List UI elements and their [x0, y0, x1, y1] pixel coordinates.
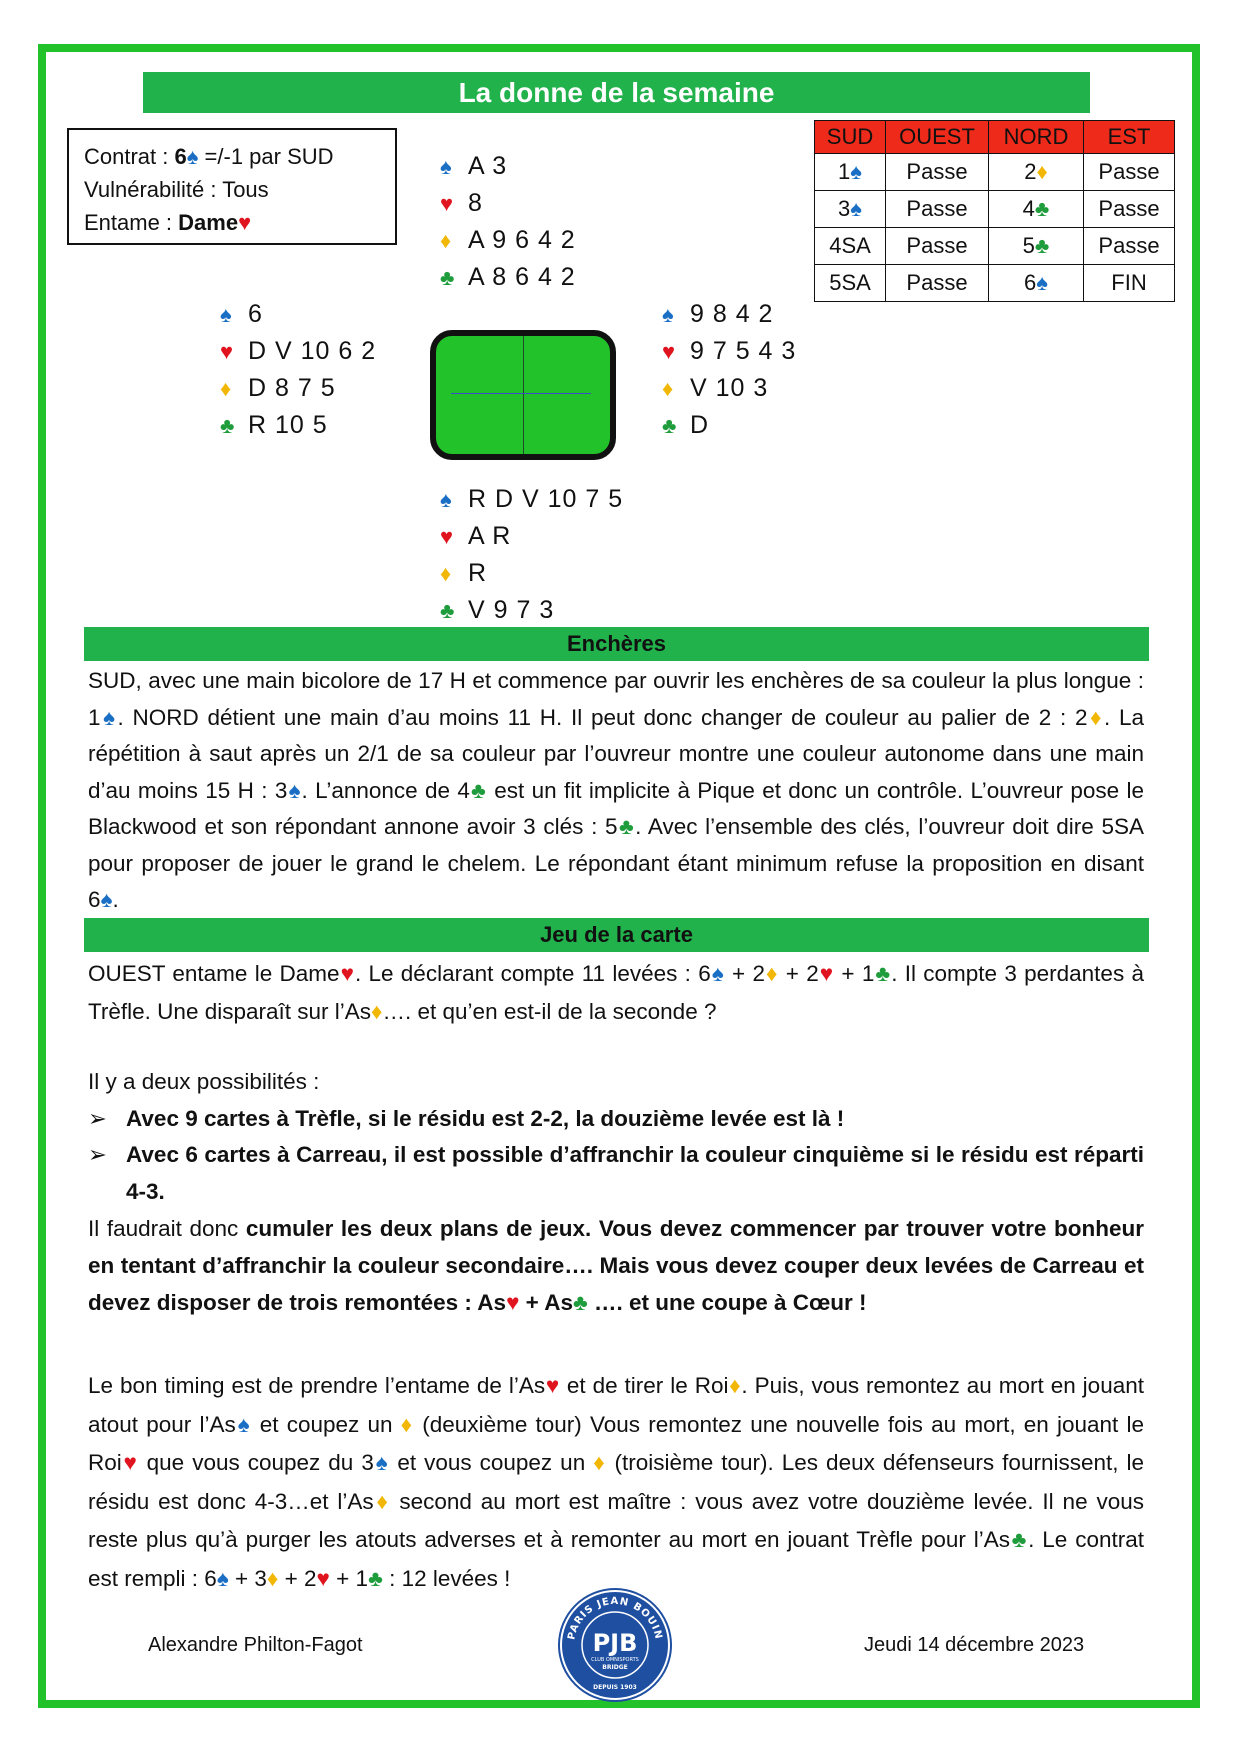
lead-line: Entame : Dame♥ — [84, 210, 252, 235]
spade-icon: ♠ — [186, 144, 199, 169]
spade-icon: ♠ — [710, 961, 725, 986]
diamond-icon: ♦ — [373, 1488, 391, 1514]
page-title: La donne de la semaine — [143, 72, 1090, 113]
timing-paragraph: Le bon timing est de prendre l’entame de l’As♥ et de tirer le Roi♦. Puis, vous remontez au mort en jouant atout pour l’As♠ et coupez un ♦ (deuxième tour) Vous remontez une nouvelle fois au mort, en jouant le Roi♥ que vous coupez du 3♠ et vous coupez un ♦ (troisième tour). Les deux défenseurs fournissent, le résidu est donc 4-3…et l’As♦ second au mort est maître : vous avez votre douzième levée. Il ne vous reste plus qu’à purger les atouts adverses et à remonter au mort en jouant Trèfle pour l’As♣. Le contrat est rempli : 6♠ + 3♦ + 2♥ + 1♣ : 12 levées ! — [88, 1373, 1145, 1591]
spade-icon: ♠ — [850, 159, 862, 184]
bidding-row: 4SA Passe 5♣ Passe — [815, 228, 1175, 265]
diamond-icon: ♦ — [662, 376, 675, 401]
spade-icon: ♠ — [850, 196, 862, 221]
north-spades: A 3 — [468, 152, 508, 180]
diamond-icon: ♦ — [400, 1411, 415, 1437]
spade-icon: ♠ — [440, 154, 453, 179]
heart-icon: ♥ — [506, 1290, 520, 1315]
logo-line1: CLUB OMNISPORTS — [591, 1657, 639, 1663]
west-clubs: R 10 5 — [248, 411, 328, 439]
possibilities-block — [88, 1064, 1144, 1321]
club-icon: ♣ — [662, 413, 678, 438]
section-header-jeu: Jeu de la carte — [84, 918, 1149, 952]
logo-since: DEPUIS 1903 — [593, 1684, 637, 1691]
contract-line: Contrat : 6♠ =/-1 par SUD — [84, 144, 334, 169]
diamond-icon: ♦ — [728, 1373, 742, 1398]
club-icon: ♣ — [469, 777, 487, 803]
club-icon: ♣ — [617, 814, 636, 839]
heart-icon: ♥ — [220, 339, 235, 364]
heart-icon: ♥ — [121, 1450, 139, 1475]
diamond-icon: ♦ — [371, 999, 383, 1024]
south-diamonds: R — [468, 559, 488, 587]
diamond-icon: ♦ — [440, 228, 453, 253]
jeu-intro-paragraph: OUEST entame le Dame♥. Le déclarant compte 11 levées : 6♠ + 2♦ + 2♥ + 1♣. Il compte 3 perdantes à Trèfle. Une disparaît sur l’As♦…. et qu’en est-il de la seconde ? — [88, 961, 1144, 1024]
west-diamonds: D 8 7 5 — [248, 374, 336, 402]
bidding-row: 1♠ Passe 2♦ Passe — [815, 154, 1175, 191]
possibilities-intro: Il y a deux possibilités : — [88, 1069, 320, 1094]
hand-east — [662, 296, 796, 444]
table-divider-vertical — [523, 336, 524, 454]
club-icon: ♣ — [440, 598, 456, 623]
diamond-icon: ♦ — [220, 376, 233, 401]
vulnerability-line: Vulnérabilité : Tous — [84, 177, 269, 202]
header-ouest: OUEST — [886, 121, 989, 154]
bridge-table-graphic — [430, 330, 616, 460]
hand-north — [440, 148, 576, 296]
east-spades: 9 8 4 2 — [690, 300, 774, 328]
logo-initials: PJB — [592, 1629, 638, 1657]
diamond-icon: ♦ — [266, 1565, 279, 1591]
diamond-icon: ♦ — [440, 561, 453, 586]
heart-icon: ♥ — [818, 961, 835, 986]
heart-icon: ♥ — [316, 1565, 330, 1591]
header-sud: SUD — [815, 121, 886, 154]
spade-icon: ♠ — [220, 302, 233, 327]
diamond-icon: ♦ — [764, 961, 779, 986]
hand-west — [220, 296, 376, 444]
arrow-bullet-icon: ➢ — [88, 1142, 107, 1167]
spade-icon: ♠ — [216, 1565, 229, 1591]
east-clubs: D — [690, 411, 710, 439]
table-divider-horizontal — [451, 393, 591, 394]
north-hearts: 8 — [468, 189, 483, 217]
club-icon: ♣ — [874, 961, 892, 986]
club-icon: ♣ — [440, 265, 456, 290]
list-item: ➢ Avec 6 cartes à Carreau, il est possible d’affranchir la couleur cinquième si le résidu est réparti 4-3. — [88, 1137, 1144, 1210]
bidding-header-row — [815, 121, 1175, 154]
spade-icon: ♠ — [235, 1411, 252, 1437]
north-diamonds: A 9 6 4 2 — [468, 226, 576, 254]
plan-paragraph: Il faudrait donc cumuler les deux plans de jeux. Vous devez commencer par trouver votre bonheur en tentant d’affranchir la couleur secondaire…. Mais vous devez couper deux levées de Carreau et devez disposer de trois remontées : As♥ + As♣ …. et une coupe à Cœur ! — [88, 1216, 1145, 1315]
heart-icon: ♥ — [339, 961, 355, 986]
north-clubs: A 8 6 4 2 — [468, 263, 576, 291]
header-est: EST — [1084, 121, 1175, 154]
bidding-row: 3♠ Passe 4♣ Passe — [815, 191, 1175, 228]
club-icon: ♣ — [368, 1565, 383, 1591]
heart-icon: ♥ — [545, 1373, 560, 1398]
south-hearts: A R — [468, 522, 512, 550]
club-icon: ♣ — [220, 413, 236, 438]
spade-icon: ♠ — [662, 302, 675, 327]
publication-date: Jeudi 14 décembre 2023 — [864, 1634, 1085, 1656]
logo-ring-text: PARIS JEAN BOUIN — [566, 1596, 664, 1641]
east-hearts: 9 7 5 4 3 — [690, 337, 797, 365]
arrow-bullet-icon: ➢ — [88, 1105, 107, 1131]
contract-box — [67, 128, 397, 245]
spade-icon: ♠ — [287, 777, 302, 803]
diamond-icon: ♦ — [1087, 704, 1104, 730]
club-icon: ♣ — [573, 1290, 588, 1315]
spade-icon: ♠ — [1036, 270, 1048, 295]
spade-icon: ♠ — [373, 1450, 390, 1475]
south-clubs: V 9 7 3 — [468, 596, 555, 624]
heart-icon: ♥ — [662, 339, 677, 364]
diamond-icon: ♦ — [1036, 159, 1048, 184]
author-name: Alexandre Philton-Fagot — [148, 1634, 363, 1656]
south-spades: R D V 10 7 5 — [468, 485, 624, 513]
heart-icon: ♥ — [440, 191, 455, 216]
west-hearts: D V 10 6 2 — [248, 337, 377, 365]
west-spades: 6 — [248, 300, 263, 328]
heart-icon: ♥ — [440, 524, 455, 549]
diamond-icon: ♦ — [593, 1450, 607, 1475]
encheres-paragraph: SUD, avec une main bicolore de 17 H et commence par ouvrir les enchères de sa couleur la plus longue : 1♠. NORD détient une main d’au moins 11 H. Il peut donc changer de couleur au palier de 2 : 2♦. La répétition à saut après un 2/1 de sa couleur par l’ouvreur montre une couleur autonome dans une main d’au moins 15 H : 3♠. L’annonce de 4♣ est un fit implicite à Pique et donc un contrôle. L’ouvreur pose le Blackwood et son répondant annone avoir 3 clés : 5♣. Avec l’ensemble des clés, l’ouvreur doit dire 5SA pour proposer de jouer le grand le chelem. Le répondant étant minimum refuse la proposition en disant 6♠. — [88, 668, 1145, 912]
heart-icon: ♥ — [238, 210, 252, 235]
list-item: ➢ Avec 9 cartes à Trèfle, si le résidu est 2-2, la douzième levée est là ! — [88, 1101, 1144, 1138]
bidding-row: 5SA Passe 6♠ FIN — [815, 265, 1175, 302]
bidding-table — [814, 120, 1175, 302]
section-header-encheres: Enchères — [84, 627, 1149, 661]
club-icon: ♣ — [1034, 233, 1050, 258]
east-diamonds: V 10 3 — [690, 374, 769, 402]
spade-icon: ♠ — [100, 704, 118, 730]
spade-icon: ♠ — [440, 487, 453, 512]
club-icon: ♣ — [1034, 196, 1050, 221]
header-nord: NORD — [989, 121, 1084, 154]
spade-icon: ♠ — [100, 887, 113, 912]
hand-south — [440, 481, 623, 629]
club-icon: ♣ — [1010, 1527, 1029, 1552]
club-logo — [556, 1586, 674, 1704]
logo-line2: BRIDGE — [602, 1664, 628, 1671]
